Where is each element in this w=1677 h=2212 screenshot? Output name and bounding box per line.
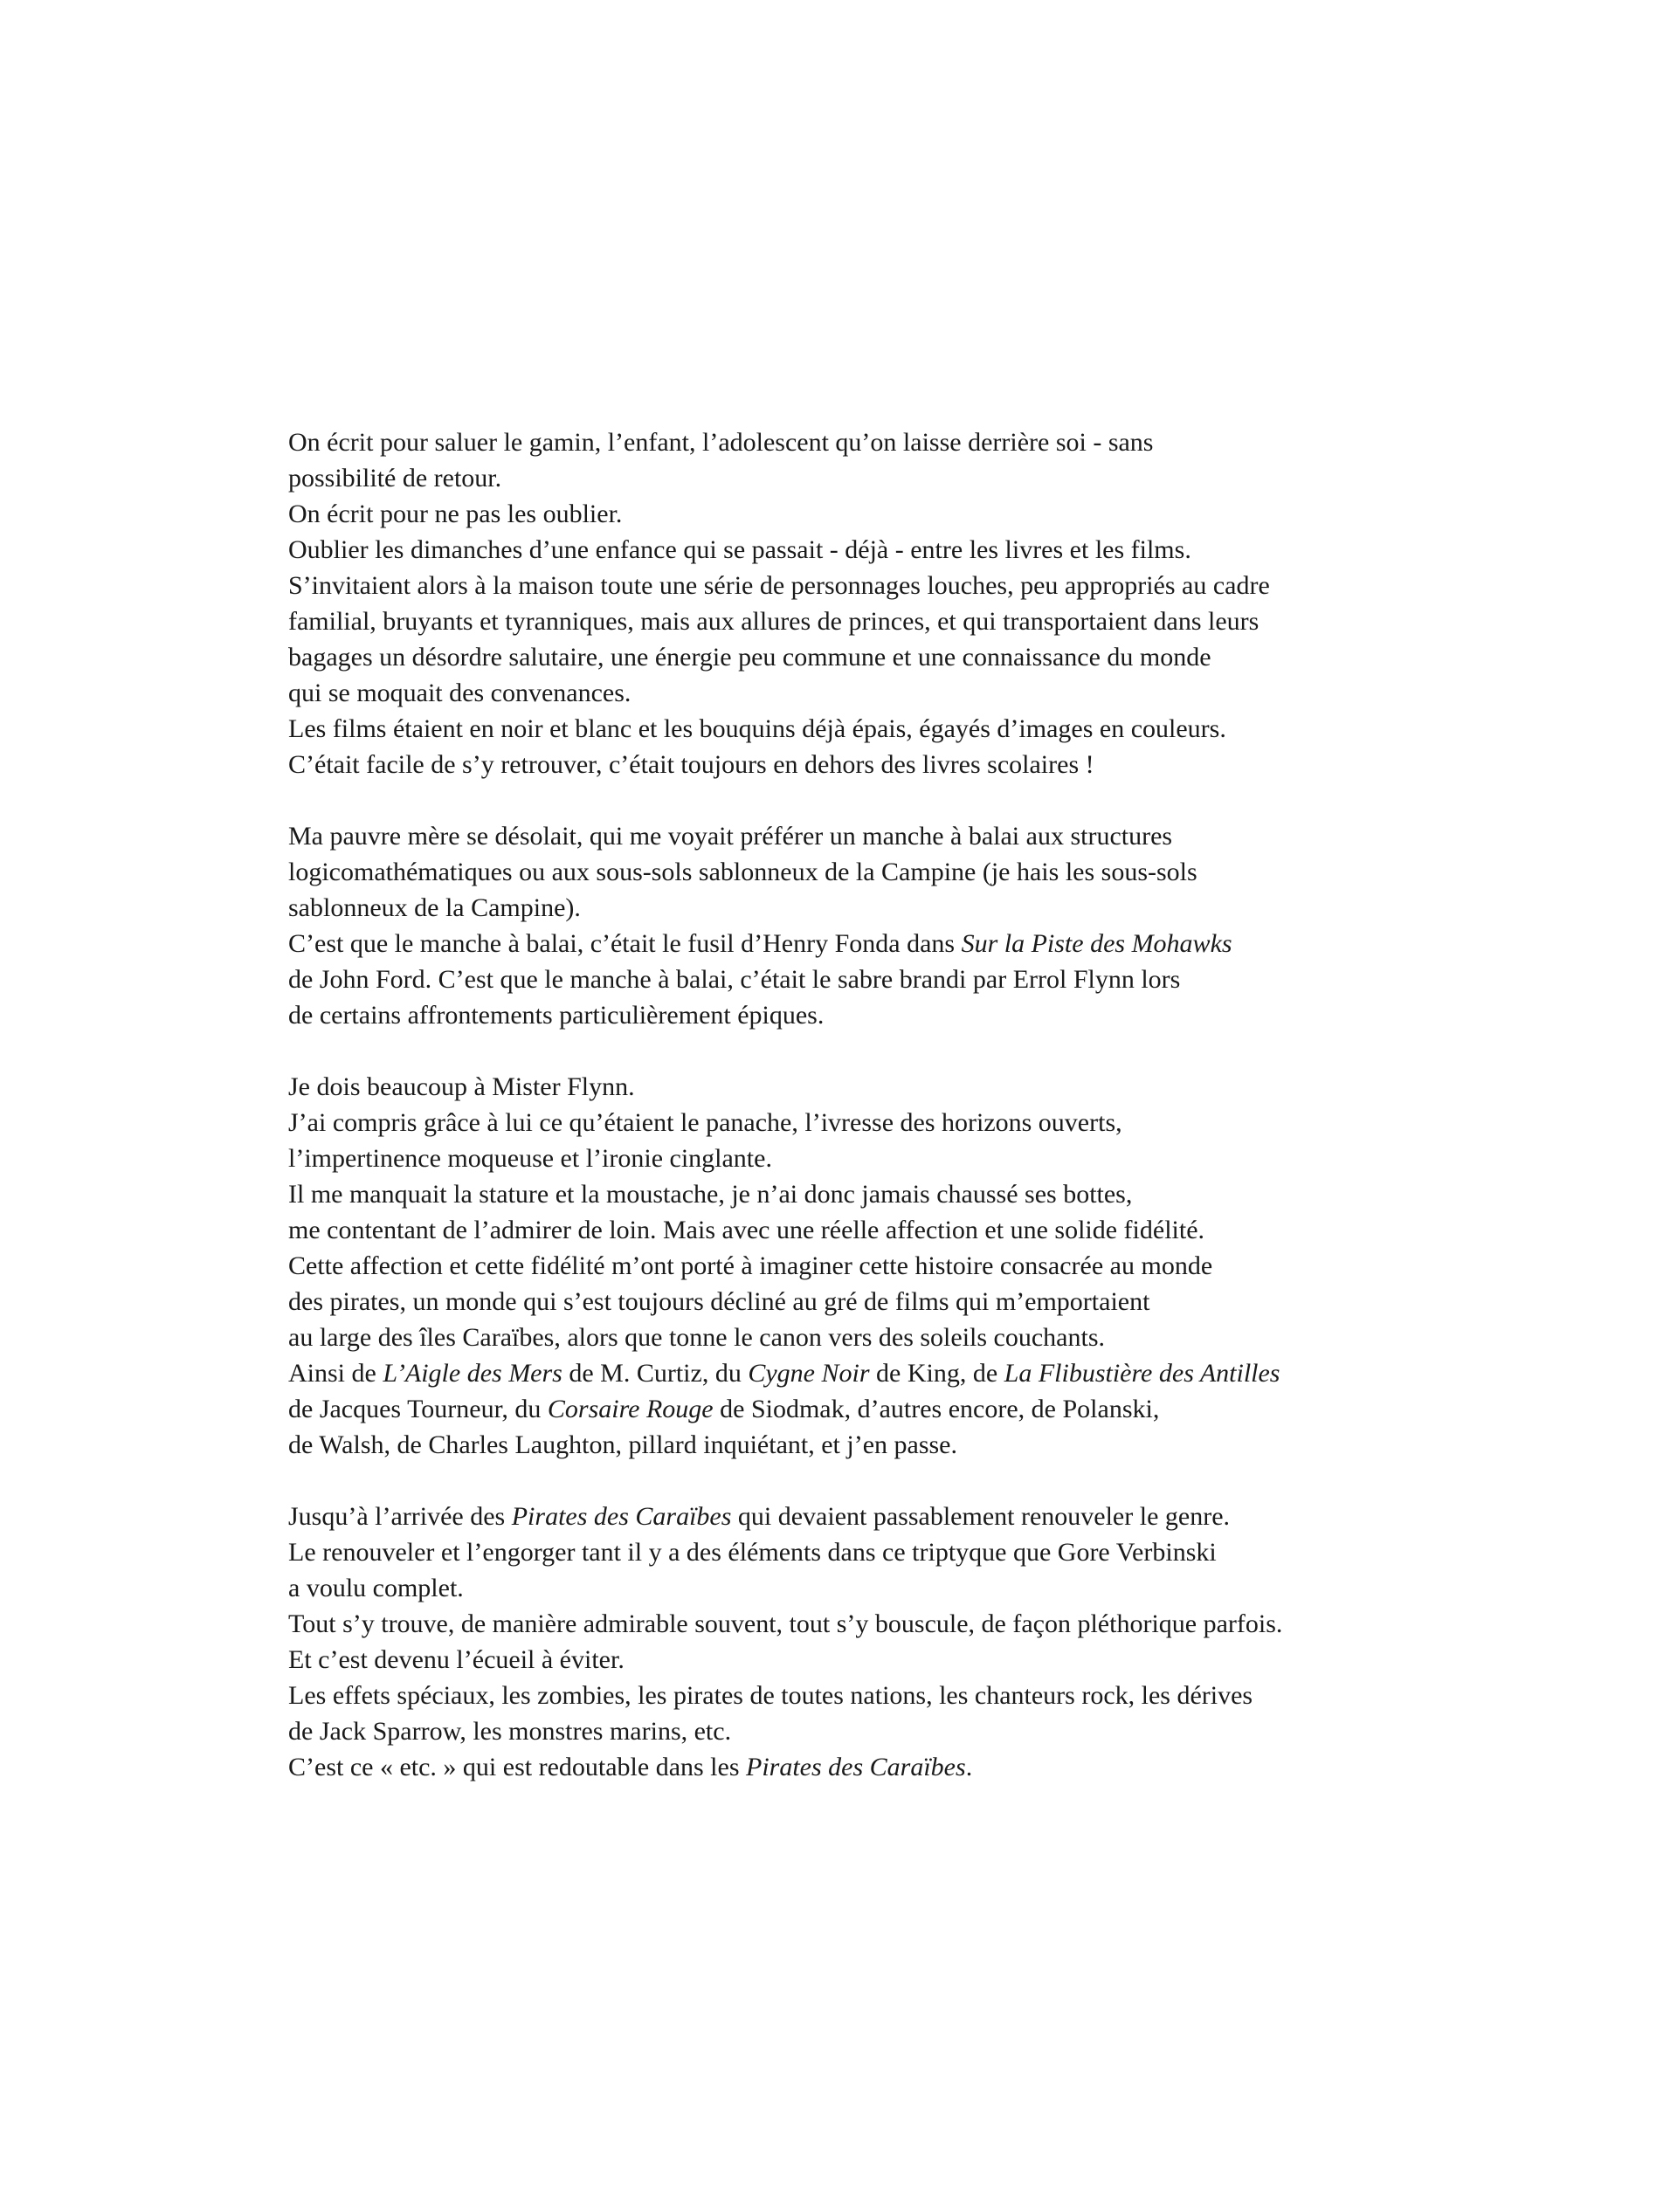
paragraph [288, 424, 1546, 782]
text-run: logicomathématiques ou aux sous-sols sablonneux de la Campine (je hais les sous-sols [288, 858, 1197, 886]
text-run: qui se moquait des convenances. [288, 679, 631, 707]
text-run: familial, bruyants et tyranniques, mais aux allures de princes, et qui transportaient dans leurs [288, 607, 1259, 636]
paragraph-gap [288, 1463, 1546, 1499]
text-run: C’est que le manche à balai, c’était le fusil d’Henry Fonda dans [288, 929, 962, 958]
text-run: J’ai compris grâce à lui ce qu’étaient le panache, l’ivresse des horizons ouverts, [288, 1108, 1122, 1137]
text-line [288, 890, 1546, 926]
paragraph [288, 1499, 1546, 1785]
text-run: de King, de [869, 1359, 1004, 1388]
film-title: L’Aigle des Mers [383, 1359, 562, 1388]
text-run: C’était facile de s’y retrouver, c’était toujours en dehors des livres scolaires ! [288, 750, 1094, 779]
text-line [288, 1140, 1546, 1176]
text-run: Cette affection et cette fidélité m’ont porté à imaginer cette histoire consacrée au monde [288, 1251, 1213, 1280]
text-run: Les films étaient en noir et blanc et les bouquins déjà épais, égayés d’images en couleurs. [288, 714, 1226, 743]
film-title: La Flibustière des Antilles [1004, 1359, 1280, 1388]
text-run: des pirates, un monde qui s’est toujours décliné au gré de films qui m’emportaient [288, 1287, 1150, 1316]
paragraph [288, 1069, 1546, 1463]
text-line [288, 532, 1546, 568]
text-line [288, 1570, 1546, 1606]
text-line [288, 675, 1546, 711]
film-title: Pirates des Caraïbes [511, 1502, 732, 1531]
paragraph [288, 818, 1546, 1033]
text-line [288, 711, 1546, 747]
text-run: de M. Curtiz, du [562, 1359, 749, 1388]
text-line [288, 1105, 1546, 1140]
text-run: de certains affrontements particulièrement épiques. [288, 1001, 825, 1030]
text-run: . [965, 1753, 973, 1781]
text-line [288, 1355, 1546, 1391]
text-run: Les effets spéciaux, les zombies, les pirates de toutes nations, les chanteurs rock, les dérives [288, 1681, 1253, 1710]
text-line [288, 424, 1546, 460]
text-run: Ma pauvre mère se désolait, qui me voyait préférer un manche à balai aux structures [288, 822, 1173, 851]
text-line [288, 1212, 1546, 1248]
text-run: On écrit pour saluer le gamin, l’enfant, l’adolescent qu’on laisse derrière soi - sans [288, 428, 1154, 457]
text-run: Il me manquait la stature et la moustache, je n’ai donc jamais chaussé ses bottes, [288, 1180, 1133, 1209]
text-line [288, 1427, 1546, 1463]
text-line [288, 1749, 1546, 1785]
text-line [288, 1284, 1546, 1320]
text-run: au large des îles Caraïbes, alors que tonne le canon vers des soleils couchants. [288, 1323, 1105, 1352]
text-run: Ainsi de [288, 1359, 383, 1388]
text-run: Et c’est devenu l’écueil à éviter. [288, 1645, 625, 1674]
text-run: Tout s’y trouve, de manière admirable souvent, tout s’y bouscule, de façon pléthorique parfois. [288, 1609, 1283, 1638]
text-run: de Jack Sparrow, les monstres marins, etc. [288, 1717, 732, 1746]
text-line [288, 1606, 1546, 1642]
film-title: Pirates des Caraïbes [746, 1753, 966, 1781]
text-run: Le renouveler et l’engorger tant il y a des éléments dans ce triptyque que Gore Verbinski [288, 1538, 1217, 1567]
text-run: me contentant de l’admirer de loin. Mais avec une réelle affection et une solide fidélité. [288, 1216, 1205, 1244]
text-line [288, 1248, 1546, 1284]
text-run: On écrit pour ne pas les oublier. [288, 500, 623, 528]
text-run: S’invitaient alors à la maison toute une série de personnages louches, peu appropriés au cadre [288, 571, 1270, 600]
text-line [288, 747, 1546, 782]
text-line [288, 496, 1546, 532]
text-line [288, 568, 1546, 603]
text-run: de Jacques Tourneur, du [288, 1395, 548, 1423]
text-line [288, 854, 1546, 890]
text-run: Je dois beaucoup à Mister Flynn. [288, 1072, 635, 1101]
text-line [288, 1713, 1546, 1749]
document-body [288, 424, 1546, 1785]
text-run: de Siodmak, d’autres encore, de Polanski, [713, 1395, 1160, 1423]
text-run: possibilité de retour. [288, 464, 502, 493]
text-line [288, 997, 1546, 1033]
text-run: bagages un désordre salutaire, une énergie peu commune et une connaissance du monde [288, 643, 1211, 672]
text-line [288, 639, 1546, 675]
text-run: Jusqu’à l’arrivée des [288, 1502, 512, 1531]
paragraph-gap [288, 1033, 1546, 1069]
text-line [288, 1642, 1546, 1678]
film-title: Cygne Noir [748, 1359, 870, 1388]
text-line [288, 926, 1546, 961]
text-run: sablonneux de la Campine). [288, 893, 581, 922]
text-line [288, 818, 1546, 854]
text-run: a voulu complet. [288, 1574, 464, 1602]
text-line [288, 1534, 1546, 1570]
text-run: C’est ce « etc. » qui est redoutable dans les [288, 1753, 747, 1781]
text-line [288, 603, 1546, 639]
text-run: Oublier les dimanches d’une enfance qui se passait - déjà - entre les livres et les films. [288, 535, 1191, 564]
text-line [288, 1069, 1546, 1105]
text-line [288, 1391, 1546, 1427]
text-line [288, 460, 1546, 496]
film-title: Corsaire Rouge [547, 1395, 714, 1423]
text-line [288, 961, 1546, 997]
text-run: l’impertinence moqueuse et l’ironie cinglante. [288, 1144, 772, 1173]
text-line [288, 1499, 1546, 1534]
paragraph-gap [288, 782, 1546, 818]
text-line [288, 1320, 1546, 1355]
text-run: de John Ford. C’est que le manche à balai, c’était le sabre brandi par Errol Flynn lors [288, 965, 1181, 994]
text-line [288, 1176, 1546, 1212]
film-title: Sur la Piste des Mohawks [961, 929, 1232, 958]
text-line [288, 1678, 1546, 1713]
text-run: qui devaient passablement renouveler le genre. [731, 1502, 1231, 1531]
text-run: de Walsh, de Charles Laughton, pillard inquiétant, et j’en passe. [288, 1430, 957, 1459]
